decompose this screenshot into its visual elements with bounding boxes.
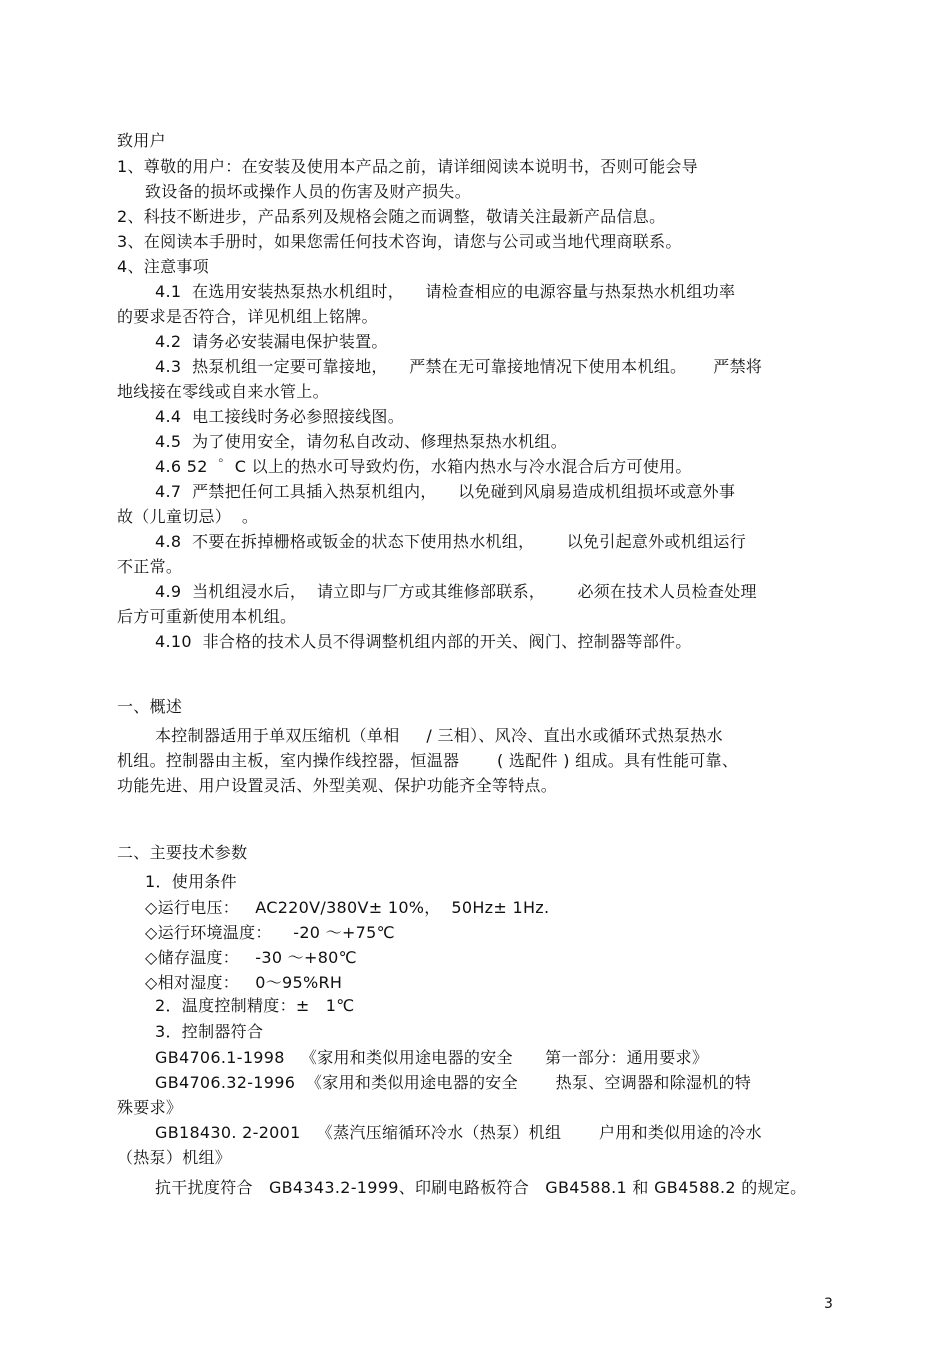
text-line: （热泵）机组》: [117, 1148, 232, 1167]
text-line: 4.9 当机组浸水后， 请立即与厂方或其维修部联系， 必须在技术人员检查处理: [155, 582, 757, 601]
text-line: 2．温度控制精度：± 1℃: [155, 996, 355, 1015]
text-line: 的要求是否符合，详见机组上铭牌。: [117, 307, 378, 326]
text-line: 3．控制器符合: [155, 1022, 264, 1041]
text-line: 地线接在零线或自来水管上。: [117, 382, 329, 401]
text-line: 4、注意事项: [117, 257, 209, 276]
text-line: ◇储存温度： -30 ～+80℃: [145, 948, 357, 967]
text-line: GB18430. 2-2001 《蒸汽压缩循环冷水（热泵）机组 户用和类似用途的冷水: [155, 1123, 762, 1142]
text-line: 1、尊敬的用户：在安装及使用本产品之前，请详细阅读本说明书，否则可能会导: [117, 157, 698, 176]
text-line: 2、科技不断进步，产品系列及规格会随之而调整，敬请关注最新产品信息。: [117, 207, 666, 226]
text-line: 4.3 热泵机组一定要可靠接地， 严禁在无可靠接地情况下使用本机组。 严禁将: [155, 357, 763, 376]
text-line: ◇运行环境温度： -20 ～+75℃: [145, 923, 395, 942]
text-line: 3、在阅读本手册时，如果您需任何技术咨询，请您与公司或当地代理商联系。: [117, 232, 682, 251]
text-line: 致用户: [117, 131, 166, 150]
text-line: 4.5 为了使用安全，请勿私自改动、修理热泵热水机组。: [155, 432, 568, 451]
text-line: ◇相对湿度： 0～95%RH: [145, 973, 343, 992]
text-line: GB4706.32-1996 《家用和类似用途电器的安全 热泵、空调器和除湿机的特: [155, 1073, 752, 1092]
text-line: 抗干扰度符合 GB4343.2-1999、印刷电路板符合 GB4588.1 和 GB4588.2 的规定。: [155, 1178, 807, 1197]
text-line: 本控制器适用于单双压缩机（单相 / 三相）、风冷、直出水或循环式热泵热水: [155, 726, 723, 745]
text-line: 后方可重新使用本机组。: [117, 607, 297, 626]
text-line: 4.1 在选用安装热泵热水机组时， 请检查相应的电源容量与热泵热水机组功率: [155, 282, 736, 301]
text-line: 4.8 不要在拆掉栅格或钣金的状态下使用热水机组， 以免引起意外或机组运行: [155, 532, 747, 551]
text-line: GB4706.1-1998 《家用和类似用途电器的安全 第一部分：通用要求》: [155, 1048, 709, 1067]
text-line: 致设备的损坏或操作人员的伤害及财产损失。: [145, 182, 472, 201]
text-line: 殊要求》: [117, 1098, 183, 1117]
page-number: 3: [824, 1296, 833, 1312]
text-line: 4.2 请务必安装漏电保护装置。: [155, 332, 388, 351]
text-line: 4.4 电工接线时务必参照接线图。: [155, 407, 405, 426]
text-line: 4.7 严禁把任何工具插入热泵机组内， 以免碰到风扇易造成机组损坏或意外事: [155, 482, 736, 501]
text-line: 机组。控制器由主板，室内操作线控器，恒温器 ( 选配件 ) 组成。具有性能可靠、: [117, 751, 739, 770]
text-line: 一、概述: [117, 697, 183, 716]
text-line: 故（儿童切忌） 。: [117, 507, 259, 526]
text-line: 4.6 52 ゜C 以上的热水可导致灼伤，水箱内热水与冷水混合后方可使用。: [155, 457, 692, 476]
text-line: ◇运行电压： AC220V/380V± 10%， 50Hz± 1Hz.: [145, 898, 550, 917]
text-line: 二、主要技术参数: [117, 843, 248, 862]
text-line: 不正常。: [117, 557, 183, 576]
text-line: 功能先进、用户设置灵活、外型美观、保护功能齐全等特点。: [117, 776, 558, 795]
text-line: 1．使用条件: [145, 872, 237, 891]
text-line: 4.10 非合格的技术人员不得调整机组内部的开关、阀门、控制器等部件。: [155, 632, 692, 651]
